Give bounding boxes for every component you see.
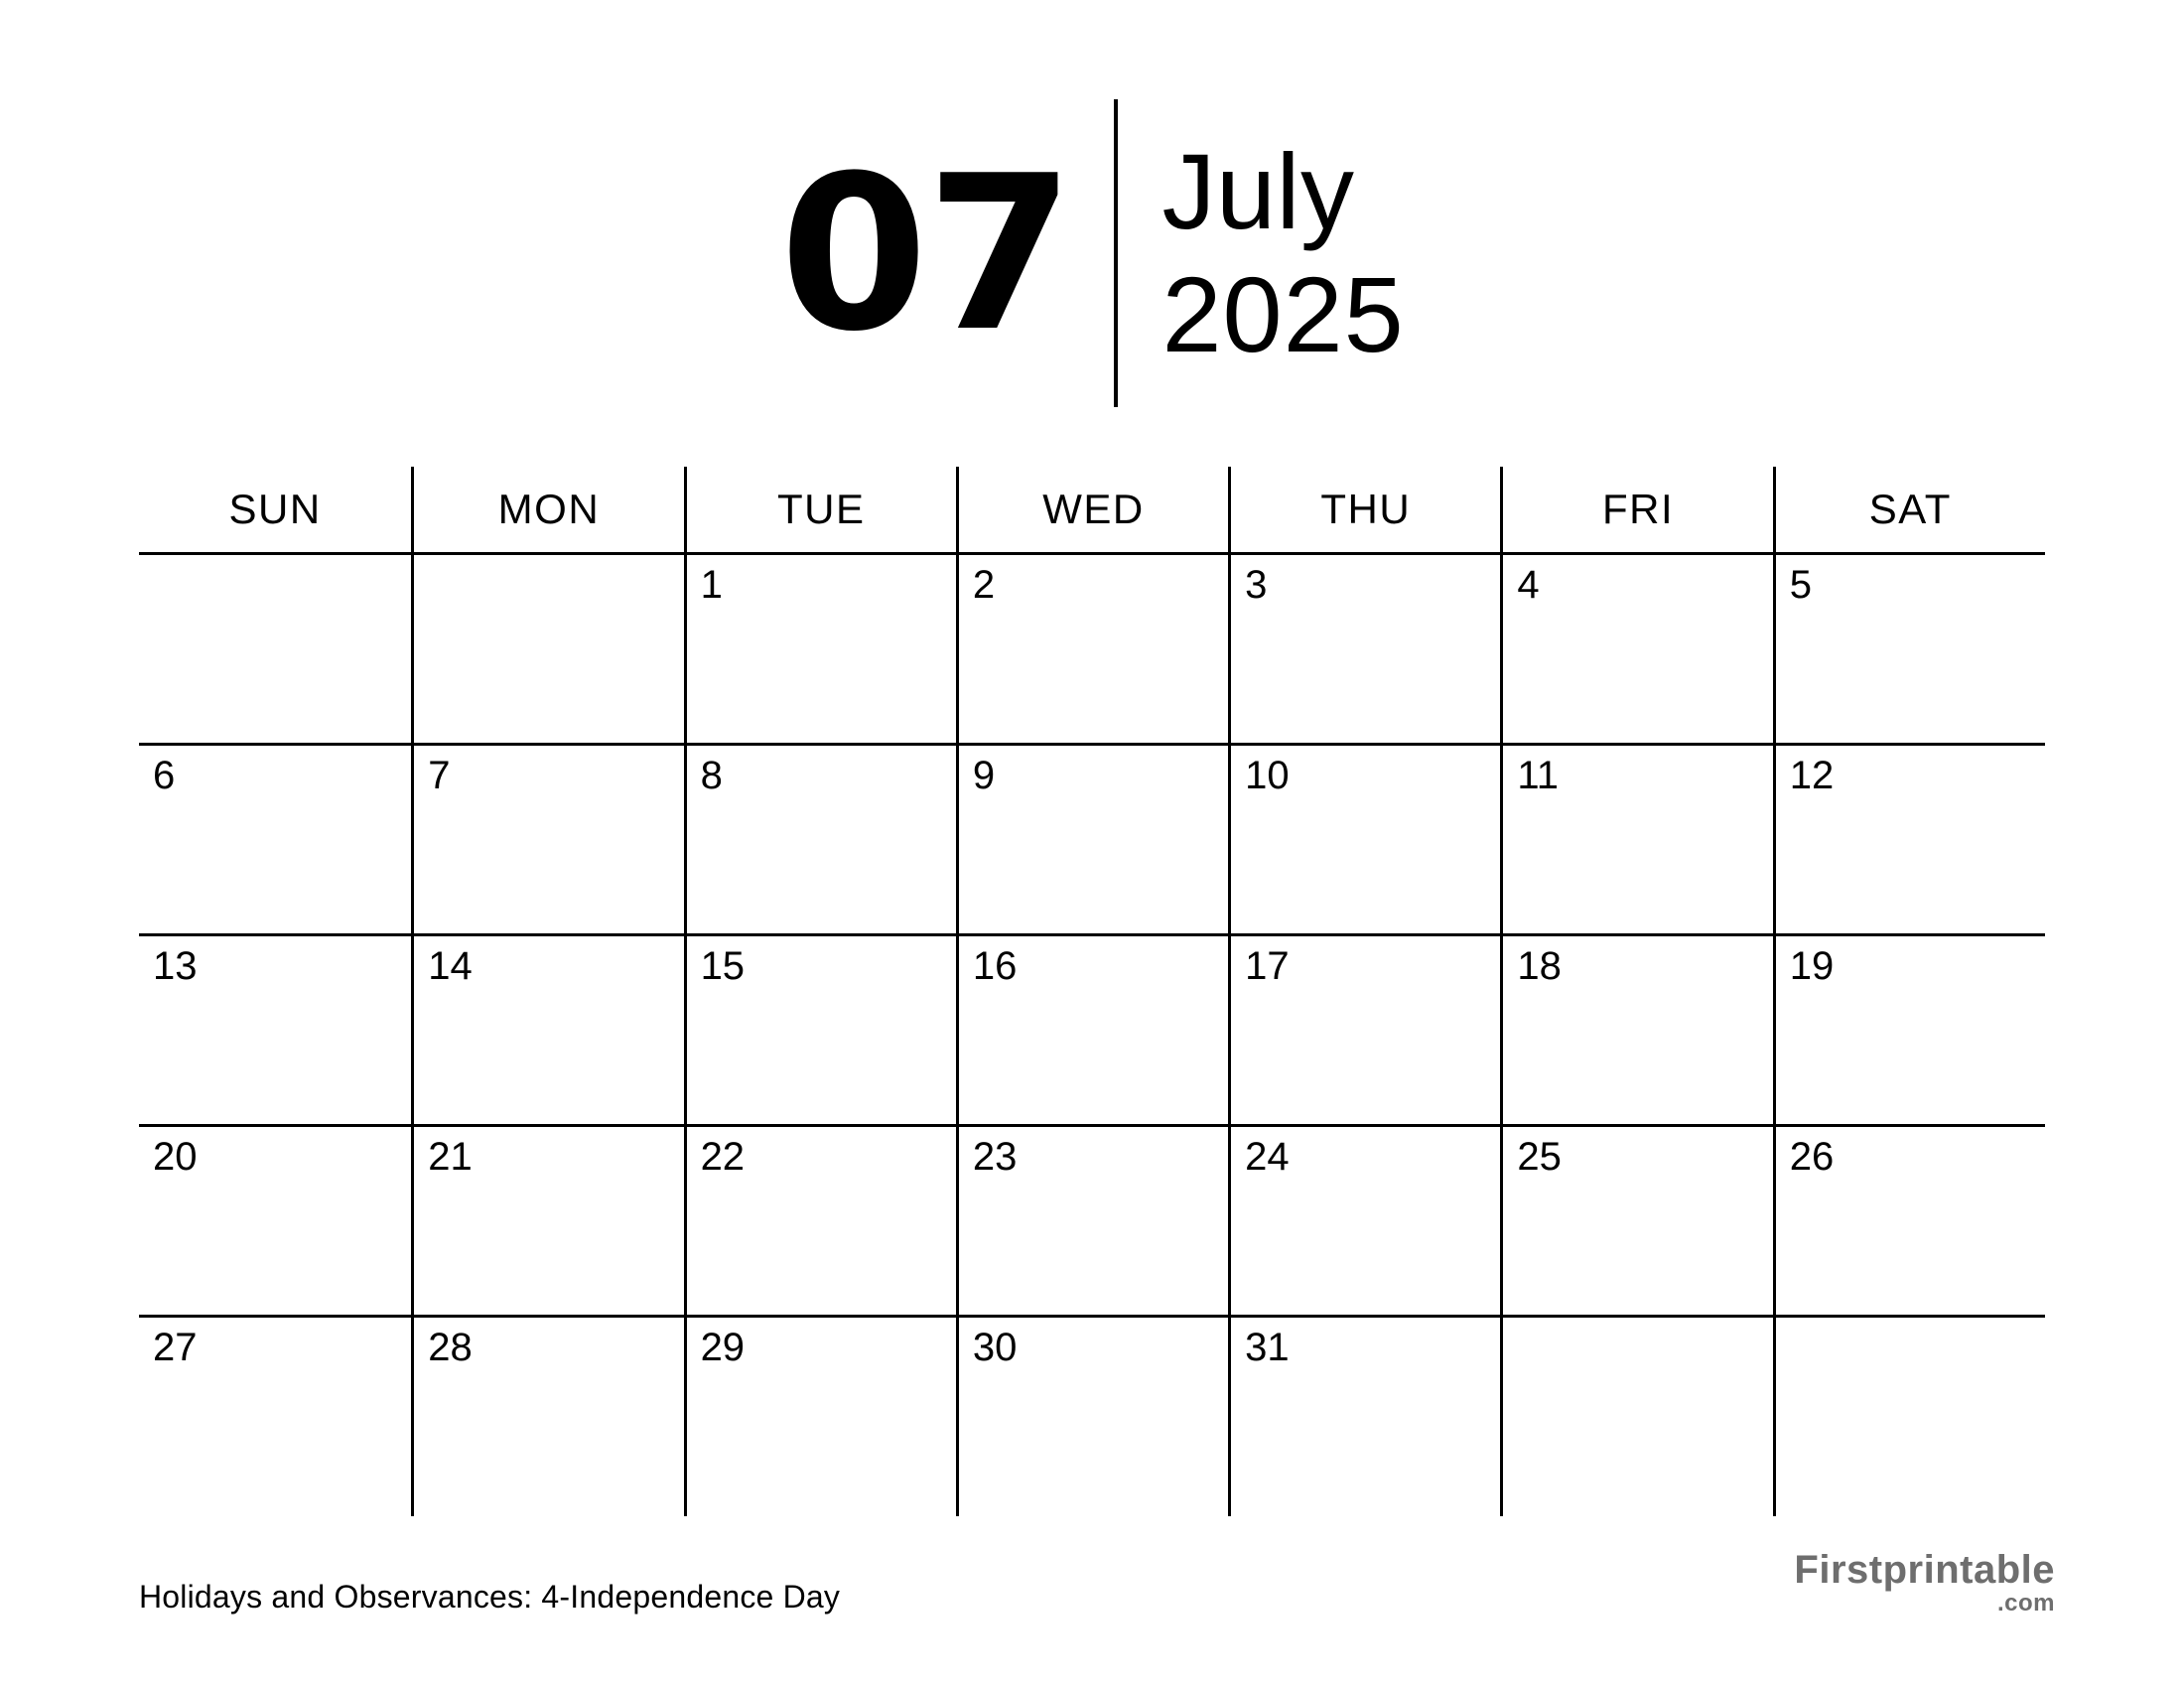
day-cell[interactable] [139, 555, 411, 743]
day-number: 28 [428, 1326, 473, 1369]
header-divider [1114, 99, 1118, 407]
day-number: 19 [1789, 944, 1835, 988]
day-number: 6 [153, 754, 176, 797]
day-number: 23 [972, 1135, 1018, 1179]
weekday-mon: MON [411, 467, 683, 552]
day-number: 31 [1245, 1326, 1290, 1369]
day-cell[interactable] [139, 936, 411, 1124]
week-row [139, 555, 2045, 746]
day-cell[interactable] [139, 1127, 411, 1315]
day-number: 4 [1517, 563, 1540, 607]
month-title-group [1161, 131, 1405, 374]
weekday-wed: WED [956, 467, 1228, 552]
day-cell[interactable] [139, 746, 411, 933]
day-number: 13 [153, 944, 198, 988]
day-cell[interactable] [956, 555, 1228, 743]
day-number: 11 [1517, 754, 1559, 797]
day-number: 26 [1789, 1135, 1835, 1179]
calendar-header [0, 89, 2184, 417]
calendar-grid [139, 467, 2045, 1516]
day-cell[interactable] [411, 936, 683, 1124]
day-number: 12 [1789, 754, 1835, 797]
day-cell[interactable] [1773, 936, 2045, 1124]
day-cell[interactable] [411, 1318, 683, 1516]
day-number: 29 [700, 1326, 746, 1369]
day-cell[interactable] [1500, 936, 1772, 1124]
day-number: 1 [700, 563, 723, 607]
week-row [139, 1127, 2045, 1318]
day-number: 9 [972, 754, 996, 797]
day-number: 20 [153, 1135, 198, 1179]
month-number: 07 [779, 128, 1073, 378]
day-cell[interactable] [139, 1318, 411, 1516]
brand-domain: .com [1996, 1590, 2055, 1617]
weekday-sun: SUN [228, 486, 322, 532]
day-number: 10 [1245, 754, 1290, 797]
header-inner [779, 94, 1404, 412]
day-number: 7 [428, 754, 451, 797]
day-cell[interactable] [956, 936, 1228, 1124]
day-cell[interactable] [956, 746, 1228, 933]
month-name: July [1161, 131, 1355, 251]
day-cell[interactable] [1228, 746, 1500, 933]
brand-watermark [1794, 1549, 2055, 1616]
weekday-thu: THU [1228, 467, 1500, 552]
day-number: 22 [700, 1135, 746, 1179]
day-cell[interactable] [1500, 746, 1772, 933]
day-cell[interactable] [1228, 1127, 1500, 1315]
day-number: 25 [1517, 1135, 1562, 1179]
day-cell[interactable] [1500, 1318, 1772, 1516]
day-number: 14 [428, 944, 473, 988]
day-cell[interactable] [684, 555, 956, 743]
day-cell[interactable] [1773, 746, 2045, 933]
week-row [139, 1318, 2045, 1516]
day-number: 3 [1245, 563, 1268, 607]
weekday-header-row [139, 467, 2045, 555]
weekday-fri: FRI [1500, 467, 1772, 552]
day-number: 16 [972, 944, 1018, 988]
weekday-tue: TUE [684, 467, 956, 552]
week-row [139, 746, 2045, 936]
day-cell[interactable] [411, 746, 683, 933]
day-cell[interactable] [1773, 1127, 2045, 1315]
day-cell[interactable] [1228, 1318, 1500, 1516]
day-cell[interactable] [684, 746, 956, 933]
day-cell[interactable] [1228, 936, 1500, 1124]
day-cell[interactable] [684, 1127, 956, 1315]
weekday-sat: SAT [1773, 467, 2045, 552]
day-cell[interactable] [411, 1127, 683, 1315]
day-cell[interactable] [1500, 555, 1772, 743]
day-number: 27 [153, 1326, 198, 1369]
day-number: 15 [700, 944, 746, 988]
day-cell[interactable] [956, 1318, 1228, 1516]
day-number: 21 [428, 1135, 473, 1179]
year-label: 2025 [1161, 254, 1405, 374]
day-cell[interactable] [684, 936, 956, 1124]
day-number: 8 [700, 754, 723, 797]
holidays-note: Holidays and Observances: 4-Independence Day [139, 1579, 841, 1615]
day-number: 17 [1245, 944, 1290, 988]
day-number: 24 [1245, 1135, 1290, 1179]
week-row [139, 936, 2045, 1127]
day-cell[interactable] [411, 555, 683, 743]
day-cell[interactable] [1773, 1318, 2045, 1516]
day-cell[interactable] [1500, 1127, 1772, 1315]
day-cell[interactable] [1228, 555, 1500, 743]
day-cell[interactable] [684, 1318, 956, 1516]
day-number: 30 [972, 1326, 1018, 1369]
day-cell[interactable] [1773, 555, 2045, 743]
day-number: 2 [972, 563, 996, 607]
brand-name: Firstprintable [1794, 1548, 2055, 1592]
day-number: 18 [1517, 944, 1562, 988]
day-cell[interactable] [956, 1127, 1228, 1315]
day-number: 5 [1789, 563, 1812, 607]
